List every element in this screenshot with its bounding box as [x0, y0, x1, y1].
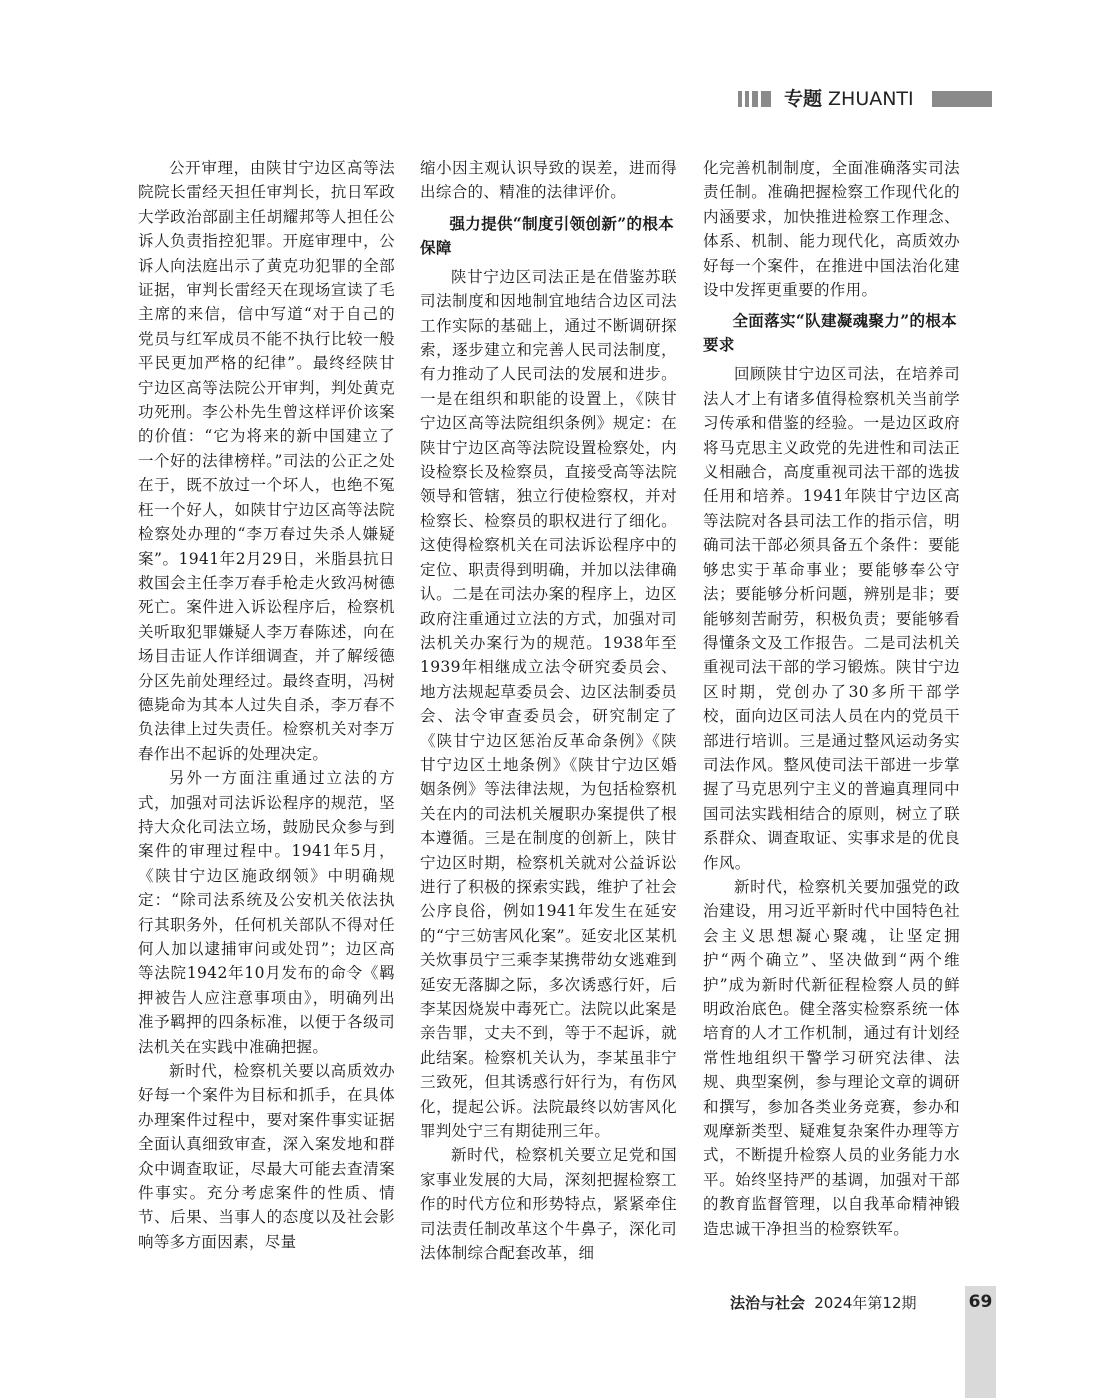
- body-paragraph: 回顾陕甘宁边区司法，在培养司法人才上有诸多值得检察机关当前学习传承和借鉴的经验。一是边区政府将马克思主义政党的先进性和司法正义相融合，高度重视司法干部的选拔任用和培养。1941年陕甘宁边区高等法院对各县司法工作的指示信，明确司法干部必须具备五个条件：要能够忠实于革命事业；要能够奉公守法；要能够分析问题，辨别是非；要能够刻苦耐劳，积极负责；要能够看得懂条文及工作报告。二是司法机关重视司法干部的学习锻炼。陕甘宁边区时期，党创办了30多所干部学校，面向边区司法人员在内的党员干部进行培训。三是通过整风运动务实司法作风。整风使司法干部进一步掌握了马克思列宁主义的普遍真理同中国司法实践相结合的原则，树立了联系群众、调查取证、实事求是的优良作风。: [703, 365, 960, 872]
- body-paragraph: 公开审理，由陕甘宁边区高等法院院长雷经天担任审判长，抗日军政大学政治部副主任胡耀邦等人担任公诉人负责指控犯罪。开庭审理中，公诉人向法庭出示了黄克功犯罪的全部证据，审判长雷经天在现场宣读了毛主席的来信，信中写道“对于自己的党员与红军成员不能不执行比较一般平民更加严格的纪律”。最终经陕甘宁边区高等法院公开审判，判处黄克功死刑。李公朴先生曾这样评价该案的价值：“它为将来的新中国建立了一个好的法律榜样。”司法的公正之处在于，既不放过一个坏人，也绝不冤枉一个好人，如陕甘宁边区高等法院检察处办理的“李万春过失杀人嫌疑案”。1941年2月29日，米脂县抗日救国会主任李万春手枪走火致冯树德死亡。案件进入诉讼程序后，检察机关听取犯罪嫌疑人李万春陈述，向在场目击证人作详细调查，并了解绥德分区先前处理经过。最终查明，冯树德毙命为其本人过失自杀，李万春不负法律上过失责任。检察机关对李万春作出不起诉的处理决定。: [138, 159, 395, 763]
- page-footer: [730, 1292, 917, 1313]
- issue-label: 2024年第12期: [814, 1294, 917, 1312]
- page-number: 69: [965, 1286, 996, 1398]
- body-paragraph: 新时代，检察机关要立足党和国家事业发展的大局，深刻把握检察工作的时代方位和形势特点，紧紧牵住司法责任制改革这个牛鼻子，深化司法体制综合配套改革，细: [420, 1146, 677, 1263]
- body-paragraph: 新时代，检察机关要以高质效办好每一个案件为目标和抓手，在具体办理案件过程中，要对案件事实证据全面认真细致审查，深入案发地和群众中调查取证，尽最大可能去查清案件事实。充分考虑案件的性质、情节、后果、当事人的态度以及社会影响等多方面因素，尽量: [138, 1062, 395, 1251]
- header-stripes-decoration: [738, 91, 774, 107]
- body-paragraph: 缩小因主观认识导致的误差，进而得出综合的、精准的法律评价。: [420, 159, 677, 202]
- body-paragraph: 化完善机制制度，全面准确落实司法责任制。准确把握检察工作现代化的内涵要求，加快推进检察工作理念、体系、机制、能力现代化，高质效办好每一个案件，在推进中国法治化建设中发挥更重要的作用。: [703, 159, 960, 300]
- body-paragraph: 新时代，检察机关要加强党的政治建设，用习近平新时代中国特色社会主义思想凝心聚魂，让坚定拥护“两个确立”、坚决做到“两个维护”成为新时代新征程检察人员的鲜明政治底色。健全落实检察系统一体培育的人才工作机制，通过有计划经常性地组织干警学习研究法律、法规、典型案例，参与理论文章的调研和撰写，参加各类业务竞赛，参办和观摩新类型、疑难复杂案件办理等方式，不断提升检察人员的业务能力水平。始终坚持严的基调，加强对干部的教育监督管理，以自我革命精神锻造忠诚干净担当的检察铁军。: [703, 877, 960, 1238]
- text-column-1: [138, 156, 395, 1254]
- body-paragraph: 陕甘宁边区司法正是在借鉴苏联司法制度和因地制宜地结合边区司法工作实际的基础上，通过不断调研探索，逐步建立和完善人民司法制度，有力推动了人民司法的发展和进步。一是在组织和职能的设置上，《陕甘宁边区高等法院组织条例》规定：在陕甘宁边区高等法院设置检察处，内设检察长及检察员，直接受高等法院领导和管辖，独立行使检察权，并对检察长、检察员的职权进行了细化。这使得检察机关在司法诉讼程序中的定位、职责得到明确，并加以法律确认。二是在司法办案的程序上，边区政府注重通过立法的方式，加强对司法机关办案行为的规范。1938年至1939年相继成立法令研究委员会、地方法规起草委员会、边区法制委员会、法令审查委员会，研究制定了《陕甘宁边区惩治反革命条例》《陕甘宁边区土地条例》《陕甘宁边区婚姻条例》等法律法规，为包括检察机关在内的司法机关履职办案提供了根本遵循。三是在制度的创新上，陕甘宁边区时期，检察机关就对公益诉讼进行了积极的探索实践，维护了社会公序良俗，例如1941年发生在延安的“宁三妨害风化案”。延安北区某机关炊事员宁三乘李某携带幼女逃难到延安无落脚之际，多次诱惑行奸，后李某因烧炭中毒死亡。法院以此案是亲告罪，丈夫不到，等于不起诉，就此结案。检察机关认为，李某虽非宁三致死，但其诱惑行奸行为，有伤风化，提起公诉。法院最终以妨害风化罪判处宁三有期徒刑三年。: [420, 267, 677, 1141]
- section-title-en: ZHUANTI: [828, 88, 914, 110]
- section-heading: 全面落实“队建凝魂聚力”的根本要求: [703, 311, 958, 355]
- section-title: [784, 88, 914, 110]
- header-bar-decoration: [932, 91, 992, 107]
- section-header: [738, 88, 992, 110]
- text-column-3: [703, 156, 960, 1241]
- section-title-cn: 专题: [784, 88, 823, 110]
- section-heading: 强力提供“制度引领创新”的根本保障: [420, 213, 675, 257]
- body-paragraph: 另外一方面注重通过立法的方式，加强对司法诉讼程序的规范，坚持大众化司法立场，鼓励民众参与到案件的审理过程中。1941年5月，《陕甘宁边区施政纲领》中明确规定：“除司法系统及公安机关依法执行其职务外，任何机关部队不得对任何人加以逮捕审问或处罚”；边区高等法院1942年10月发布的命令《羁押被告人应注意事项由》，明确列出准予羁押的四条标准，以便于各级司法机关在实践中准确把握。: [138, 769, 395, 1056]
- publication-name: 法治与社会: [730, 1294, 806, 1312]
- text-column-2: [420, 156, 677, 1265]
